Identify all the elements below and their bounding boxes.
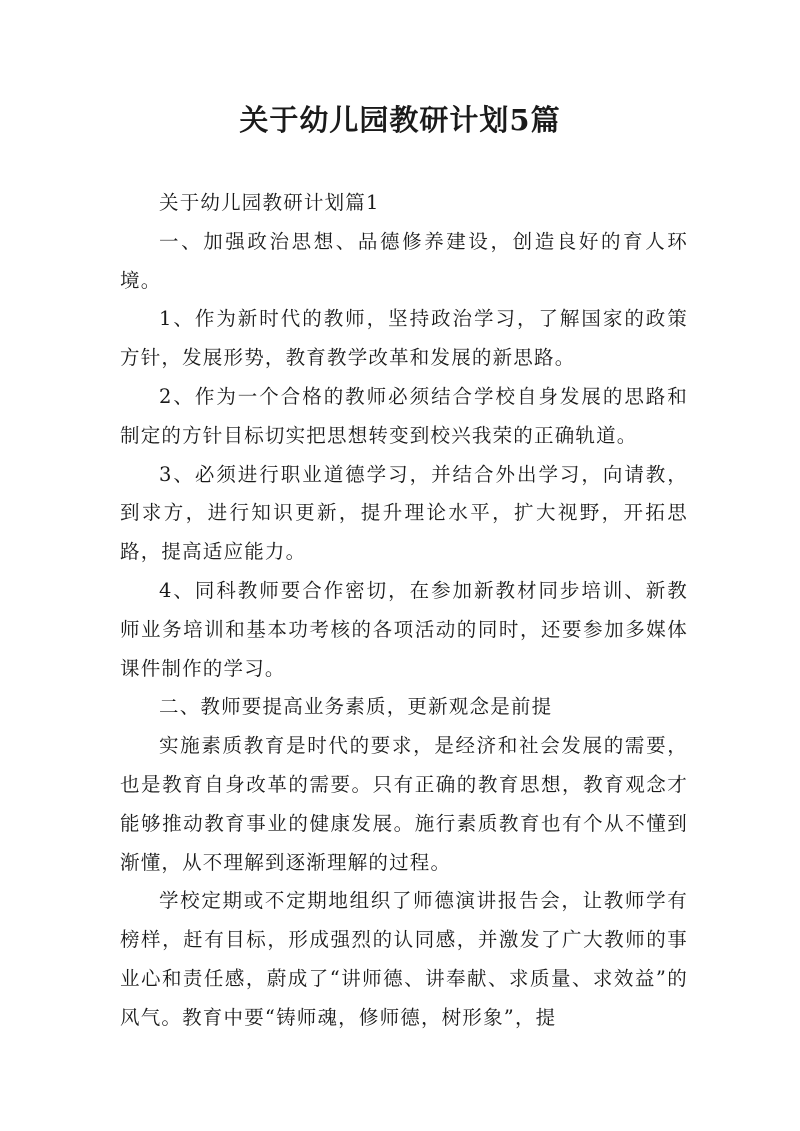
document-body bbox=[120, 184, 688, 1038]
paragraph: 3、必须进行职业道德学习，并结合外出学习，向请教，到求方，进行知识更新，提升理论水平，扩大视野，开拓思路，提高适应能力。 bbox=[120, 462, 688, 564]
section-heading: 关于幼儿园教研计划篇1 bbox=[159, 191, 380, 214]
paragraph: 二、教师要提高业务素质，更新观念是前提 bbox=[159, 695, 553, 719]
paragraph: 4、同科教师要合作密切，在参加新教材同步培训、新教师业务培训和基本功考核的各项活动的同时，还要参加多媒体课件制作的学习。 bbox=[120, 578, 688, 680]
paragraph: 学校定期或不定期地组织了师德演讲报告会，让教师学有榜样，赶有目标，形成强烈的认同感，并激发了广大教师的事业心和责任感，蔚成了“讲师德、讲奉献、求质量、求效益”的风气。教育中要“铸师魂，修师德，树形象”，提 bbox=[120, 889, 688, 1029]
paragraph: 1、作为新时代的教师，坚持政治学习，了解国家的政策方针，发展形势，教育教学改革和发展的新思路。 bbox=[120, 307, 688, 370]
paragraph: 实施素质教育是时代的要求，是经济和社会发展的需要，也是教育自身改革的需要。只有正确的教育思想，教育观念才能够推动教育事业的健康发展。施行素质教育也有个从不懂到渐懂，从不理解到逐渐理解的过程。 bbox=[120, 734, 688, 874]
document-title: 关于幼儿园教研计划5篇 bbox=[239, 103, 561, 137]
paragraph: 2、作为一个合格的教师必须结合学校自身发展的思路和制定的方针目标切实把思想转变到校兴我荣的正确轨道。 bbox=[120, 384, 688, 447]
paragraph: 一、加强政治思想、品德修养建设，创造良好的育人环境。 bbox=[120, 229, 688, 292]
